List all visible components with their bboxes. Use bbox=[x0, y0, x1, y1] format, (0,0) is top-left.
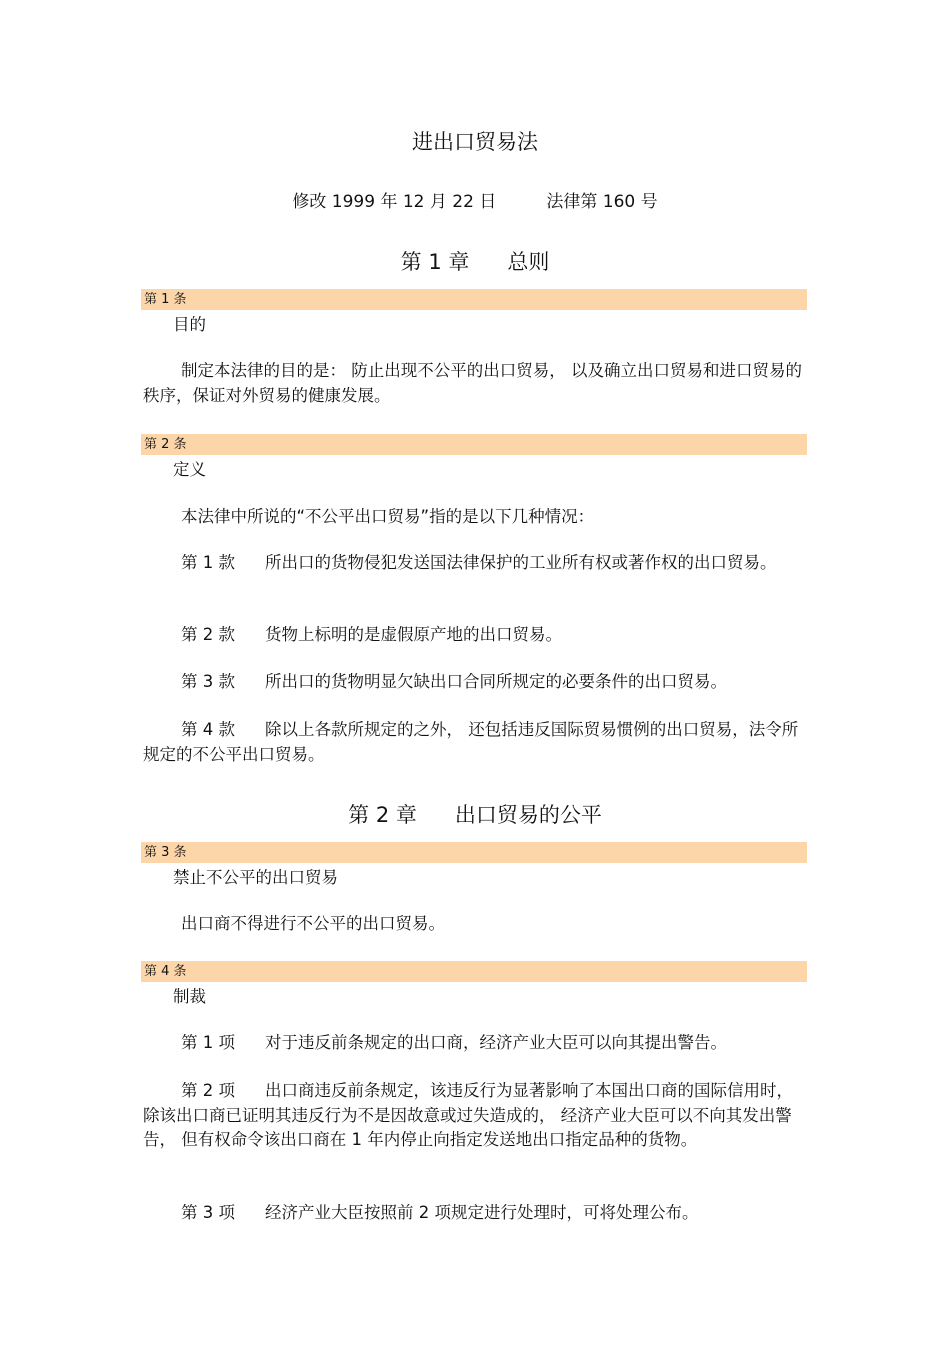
law-number: 法律第 160 号 bbox=[546, 192, 658, 212]
chapter-name: 总则 bbox=[507, 250, 550, 274]
article-2-clause-3: 第 3 款 所出口的货物明显欠缺出口合同所规定的必要条件的出口贸易。 bbox=[181, 672, 727, 691]
article-2-clause-1: 第 1 款 所出口的货物侵犯发送国法律保护的工业所有权或著作权的出口贸易。 bbox=[181, 553, 777, 572]
article-4-item-2: 第 2 项 出口商违反前条规定，该违反行为显著影响了本国出口商的国际信用时，除该出口商已证明其违反行为不是因故意或过失造成的， 经济产业大臣可以不向其发出警告， 但有权命令该出口商在 1 年内停止向指定发送地出口指定品种的货物。 bbox=[143, 1081, 793, 1149]
article-2-paragraph-intro: 本法律中所说的“不公平出口贸易”指的是以下几种情况： bbox=[181, 507, 595, 526]
article-1-bar: 第 1 条 bbox=[141, 289, 807, 310]
item-number: 第 1 项 bbox=[181, 1033, 235, 1052]
chapter-2-heading bbox=[0, 801, 950, 829]
article-2-clause-2: 第 2 款 货物上标明的是虚假原产地的出口贸易。 bbox=[181, 625, 562, 644]
article-2-heading: 定义 bbox=[173, 460, 206, 479]
chapter-name: 出口贸易的公平 bbox=[454, 803, 602, 827]
chapter-number: 第 1 章 bbox=[400, 250, 470, 274]
clause-number: 第 1 款 bbox=[181, 553, 235, 572]
item-number: 第 2 项 bbox=[181, 1081, 235, 1100]
article-4-item-1: 第 1 项 对于违反前条规定的出口商，经济产业大臣可以向其提出警告。 bbox=[181, 1033, 727, 1052]
article-2-clause-4: 第 4 款 除以上各款所规定的之外， 还包括违反国际贸易惯例的出口贸易，法令所规定的不公平出口贸易。 bbox=[143, 720, 799, 764]
clause-number: 第 4 款 bbox=[181, 720, 235, 739]
chapter-1-heading bbox=[0, 248, 950, 276]
amendment-date: 修改 1999 年 12 月 22 日 bbox=[292, 192, 497, 212]
article-4-item-3: 第 3 项 经济产业大臣按照前 2 项规定进行处理时，可将处理公布。 bbox=[181, 1203, 699, 1222]
article-4-heading: 制裁 bbox=[173, 987, 206, 1006]
article-1-paragraph-1: 制定本法律的目的是： 防止出现不公平的出口贸易， 以及确立出口贸易和进口贸易的秩序，保证对外贸易的健康发展。 bbox=[143, 361, 802, 405]
item-number: 第 3 项 bbox=[181, 1203, 235, 1222]
article-1-heading: 目的 bbox=[173, 315, 206, 334]
article-2-bar: 第 2 条 bbox=[141, 434, 807, 455]
article-3-paragraph-1: 出口商不得进行不公平的出口贸易。 bbox=[181, 914, 445, 933]
article-4-bar: 第 4 条 bbox=[141, 961, 807, 982]
clause-number: 第 3 款 bbox=[181, 672, 235, 691]
article-3-bar: 第 3 条 bbox=[141, 842, 807, 863]
article-3-heading: 禁止不公平的出口贸易 bbox=[173, 868, 338, 887]
clause-number: 第 2 款 bbox=[181, 625, 235, 644]
document-title: 进出口贸易法 bbox=[412, 130, 538, 154]
chapter-number: 第 2 章 bbox=[348, 803, 417, 827]
document-subtitle bbox=[0, 190, 950, 214]
